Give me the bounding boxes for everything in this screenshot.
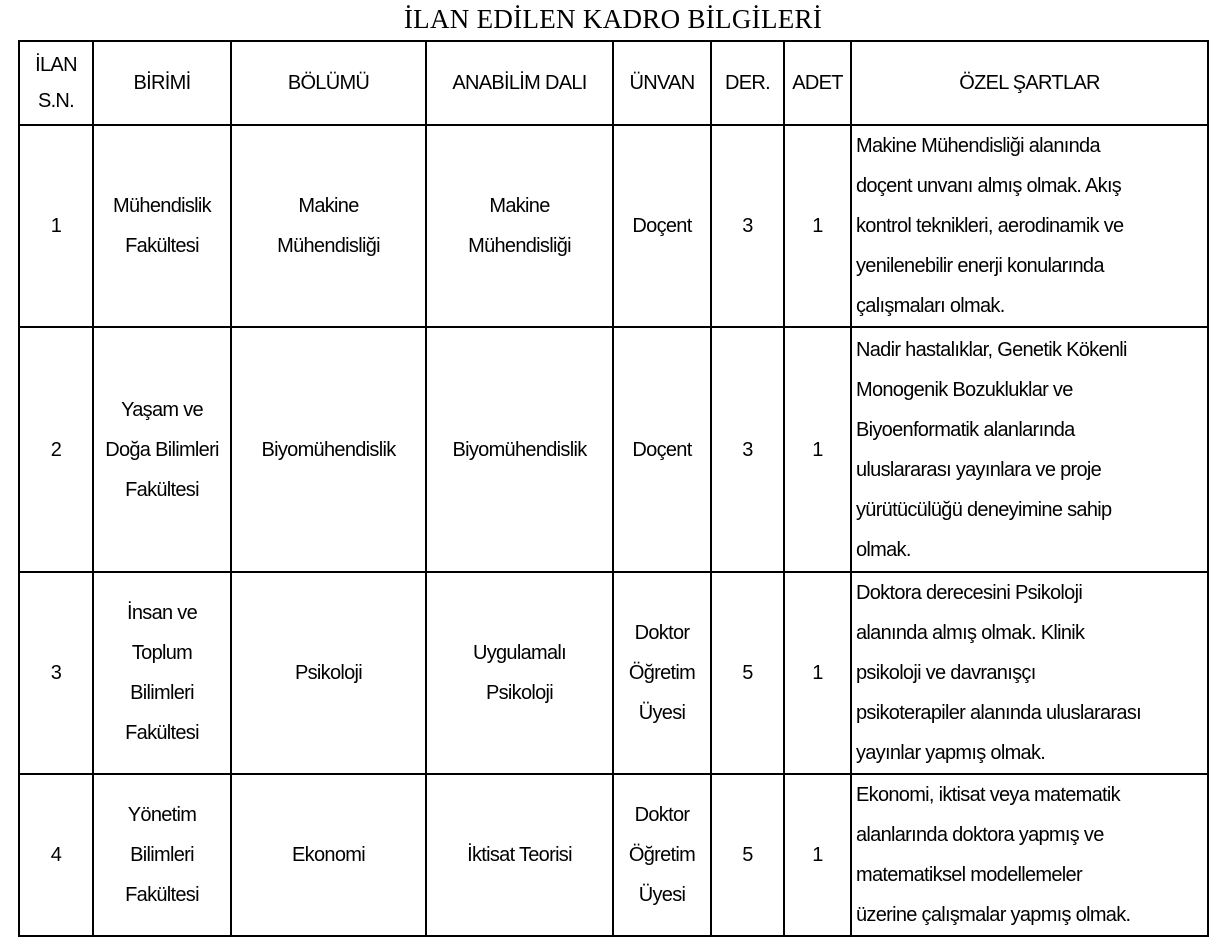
page-title: İLAN EDİLEN KADRO BİLGİLERİ	[403, 4, 823, 34]
cell-unvan-line: Öğretim	[628, 844, 696, 866]
cell-ozel-sartlar-line: psikoterapiler alanında uluslararası	[856, 702, 1141, 724]
cell-unvan-line: Doktor	[634, 804, 690, 826]
cell-birim-line: Yaşam ve	[121, 398, 203, 421]
cell-ozel-sartlar-line: üzerine çalışmalar yapmış olmak.	[856, 904, 1131, 926]
cell-ozel-sartlar-line: olmak.	[856, 538, 911, 561]
cell-ozel-sartlar	[851, 327, 1208, 572]
cell-bolum-line: Mühendisliği	[277, 235, 380, 257]
cell-unvan-line: Öğretim	[628, 662, 696, 684]
cell-ozel-sartlar-line: yürütücülüğü deneyimine sahip	[856, 498, 1112, 521]
cell-der: 5	[711, 572, 784, 774]
cell-unvan	[613, 774, 711, 936]
cell-birim-line: Fakültesi	[125, 478, 199, 501]
cell-birim-line: İnsan ve	[126, 602, 197, 624]
header-ozel-sartlar: ÖZEL ŞARTLAR	[851, 41, 1208, 125]
table-header-row	[19, 41, 1208, 125]
cell-birim-line: Doğa Bilimleri	[105, 438, 219, 461]
cell-adet: 1	[784, 327, 851, 572]
cell-ozel-sartlar-line: alanında almış olmak. Klinik	[856, 622, 1085, 644]
cell-ozel-sartlar	[851, 572, 1208, 774]
cell-unvan	[613, 572, 711, 774]
header-adet: ADET	[784, 41, 851, 125]
cell-ozel-sartlar-line: doçent unvanı almış olmak. Akış	[856, 175, 1122, 197]
cell-ozel-sartlar-line: Monogenik Bozukluklar ve	[856, 378, 1073, 401]
cell-anabilim-dali	[426, 572, 613, 774]
cell-anabilim-dali	[426, 774, 613, 936]
cell-birim	[93, 125, 231, 327]
table-row	[19, 774, 1208, 936]
cell-ozel-sartlar-line: çalışmaları olmak.	[856, 295, 1005, 317]
cell-unvan	[613, 327, 711, 572]
cell-ozel-sartlar-line: yayınlar yapmış olmak.	[856, 742, 1046, 764]
cell-adet: 1	[784, 572, 851, 774]
cell-der: 3	[711, 125, 784, 327]
cell-anabilim-dali	[426, 327, 613, 572]
header-line: İLAN	[35, 54, 77, 76]
cell-sn: 1	[19, 125, 93, 327]
table-row	[19, 327, 1208, 572]
cell-birim-line: Fakültesi	[125, 235, 199, 257]
cell-ozel-sartlar-line: Ekonomi, iktisat veya matematik	[856, 784, 1120, 806]
table-row	[19, 125, 1208, 327]
cell-sn: 3	[19, 572, 93, 774]
cell-ozel-sartlar-line: Doktora derecesini Psikoloji	[856, 582, 1083, 604]
cell-birim	[93, 327, 231, 572]
cell-birim-line: Toplum	[131, 642, 193, 664]
cell-birim	[93, 572, 231, 774]
cell-unvan-line: Doktor	[634, 622, 690, 644]
cell-ozel-sartlar-line: uluslararası yayınlara ve proje	[856, 458, 1102, 481]
cell-anabilim-dali-line: Mühendisliği	[468, 235, 571, 257]
cell-anabilim-dali-line: Makine	[489, 195, 550, 217]
cell-unvan-line: Üyesi	[638, 884, 686, 906]
cell-birim	[93, 774, 231, 936]
cell-birim-line: Bilimleri	[130, 844, 194, 866]
cell-ozel-sartlar-line: Makine Mühendisliği alanında	[856, 135, 1100, 157]
cell-ozel-sartlar-line: Nadir hastalıklar, Genetik Kökenli	[856, 338, 1127, 361]
header-line: S.N.	[37, 90, 75, 112]
cell-birim-line: Yönetim	[127, 804, 197, 826]
cell-anabilim-dali-line: Uygulamalı	[472, 642, 567, 664]
cell-bolum	[231, 327, 426, 572]
cell-bolum-line: Makine	[298, 195, 359, 217]
cell-anabilim-dali-line: İktisat Teorisi	[467, 844, 572, 866]
cell-bolum	[231, 572, 426, 774]
cell-ozel-sartlar-line: matematiksel modellemeler	[856, 864, 1082, 886]
cell-anabilim-dali	[426, 125, 613, 327]
cell-unvan-line: Doçent	[632, 438, 692, 461]
cell-birim-line: Bilimleri	[130, 682, 194, 704]
cell-der: 3	[711, 327, 784, 572]
header-birimi: BİRİMİ	[93, 41, 231, 125]
cell-unvan-line: Üyesi	[638, 702, 686, 724]
cell-unvan-line: Doçent	[632, 215, 692, 237]
cell-adet: 1	[784, 125, 851, 327]
cell-ozel-sartlar-line: psikoloji ve davranışçı	[856, 662, 1036, 684]
header-ilan-sn	[19, 41, 93, 125]
positions-table	[18, 40, 1209, 937]
cell-anabilim-dali-line: Biyomühendislik	[452, 438, 587, 461]
cell-anabilim-dali-line: Psikoloji	[485, 682, 554, 704]
cell-birim-line: Fakültesi	[125, 722, 199, 744]
cell-bolum	[231, 774, 426, 936]
header-unvan: ÜNVAN	[613, 41, 711, 125]
cell-ozel-sartlar-line: alanlarında doktora yapmış ve	[856, 824, 1104, 846]
cell-birim-line: Fakültesi	[125, 884, 199, 906]
cell-ozel-sartlar-line: kontrol teknikleri, aerodinamik ve	[856, 215, 1124, 237]
cell-bolum	[231, 125, 426, 327]
cell-der: 5	[711, 774, 784, 936]
cell-bolum-line: Psikoloji	[294, 662, 363, 684]
cell-adet: 1	[784, 774, 851, 936]
cell-sn: 4	[19, 774, 93, 936]
cell-unvan	[613, 125, 711, 327]
header-der: DER.	[711, 41, 784, 125]
cell-bolum-line: Ekonomi	[292, 844, 365, 866]
cell-birim-line: Mühendislik	[113, 195, 211, 217]
cell-ozel-sartlar	[851, 125, 1208, 327]
header-bolumu: BÖLÜMÜ	[231, 41, 426, 125]
table-row	[19, 572, 1208, 774]
cell-sn: 2	[19, 327, 93, 572]
cell-ozel-sartlar	[851, 774, 1208, 936]
cell-bolum-line: Biyomühendislik	[261, 438, 396, 461]
cell-ozel-sartlar-line: yenilenebilir enerji konularında	[856, 255, 1104, 277]
header-anabilim-dali: ANABİLİM DALI	[426, 41, 613, 125]
cell-ozel-sartlar-line: Biyoenformatik alanlarında	[856, 418, 1075, 441]
